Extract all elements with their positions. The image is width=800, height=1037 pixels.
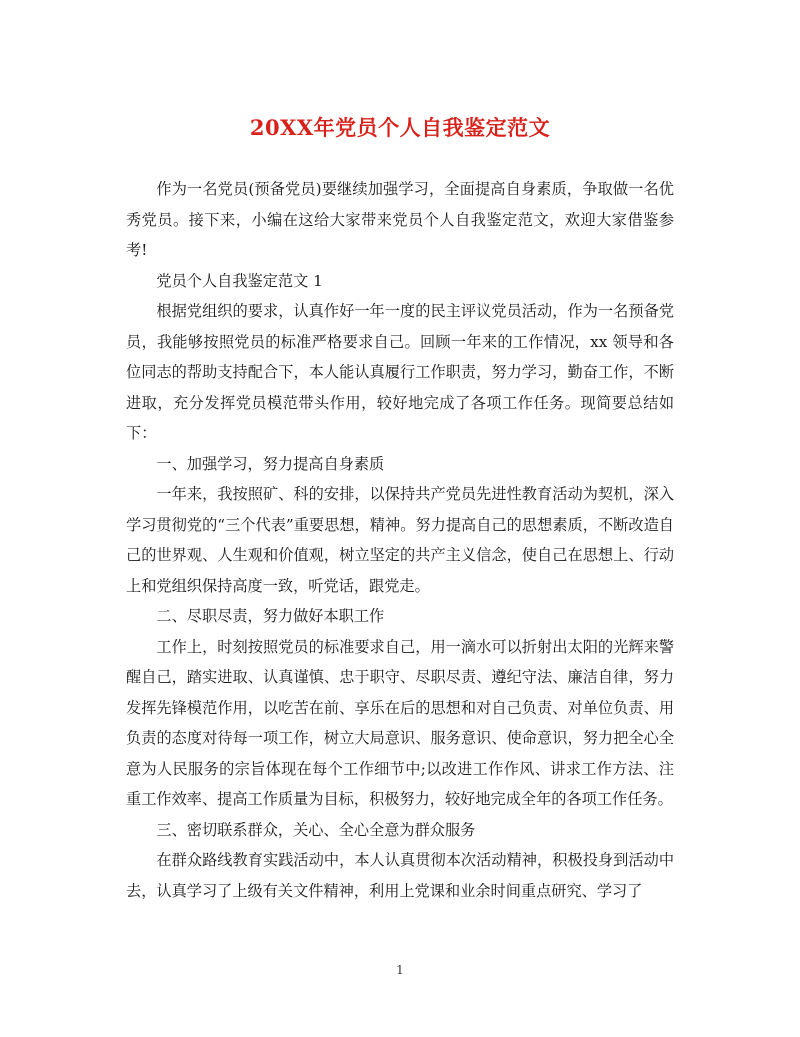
- document-body: [126, 174, 674, 906]
- section-title: 党员个人自我鉴定范文 1: [156, 271, 323, 290]
- paragraph-3: 工作上，时刻按照党员的标准要求自己，用一滴水可以折射出太阳的光辉来警醒自己，踏实进取、认真谨慎、忠于职守、尽职尽责、遵纪守法、廉洁自律，努力发挥先锋模范作用，以吃苦在前、享乐在后的思想和对自己负责、对单位负责、用负责的态度对待每一项工作，树立大局意识、服务意识、使命意识，努力把全心全意为人民服务的宗旨体现在每个工作细节中;以改进工作作风、讲求工作方法、注重工作效率、提高工作质量为目标，积极努力，较好地完成全年的各项工作任务。: [126, 637, 674, 808]
- paragraph-2: 一年来，我按照矿、科的安排，以保持共产党员先进性教育活动为契机，深入学习贯彻党的“三个代表”重要思想，精神。努力提高自己的思想素质，不断改造自己的世界观、人生观和价值观，树立坚定的共产主义信念，使自己在思想上、行动上和党组织保持高度一致，听党话，跟党走。: [126, 485, 674, 595]
- subheading-3: 三、密切联系群众，关心、全心全意为群众服务: [156, 820, 476, 839]
- intro-paragraph: 作为一名党员(预备党员)要继续加强学习，全面提高自身素质，争取做一名优秀党员。接下来，小编在这给大家带来党员个人自我鉴定范文，欢迎大家借鉴参考!: [126, 180, 674, 259]
- subheading-2: 二、尽职尽责，努力做好本职工作: [156, 607, 385, 625]
- document-title: 20XX年党员个人自我鉴定范文: [249, 115, 551, 140]
- paragraph-4: 在群众路线教育实践活动中，本人认真贯彻本次活动精神，积极投身到活动中去，认真学习了上级有关文件精神，利用上党课和业余时间重点研究、学习了: [126, 851, 674, 900]
- paragraph-1: 根据党组织的要求，认真作好一年一度的民主评议党员活动，作为一名预备党员，我能够按照党员的标准严格要求自己。回顾一年来的工作情况，xx 领导和各位同志的帮助支持配合下，本人能认真履行工作职责，努力学习，勤奋工作，不断进取，充分发挥党员模范带头作用，较好地完成了各项工作任务。现简要总结如下：: [126, 302, 674, 442]
- page-number: 1: [396, 963, 404, 977]
- subheading-1: 一、加强学习，努力提高自身素质: [156, 454, 385, 473]
